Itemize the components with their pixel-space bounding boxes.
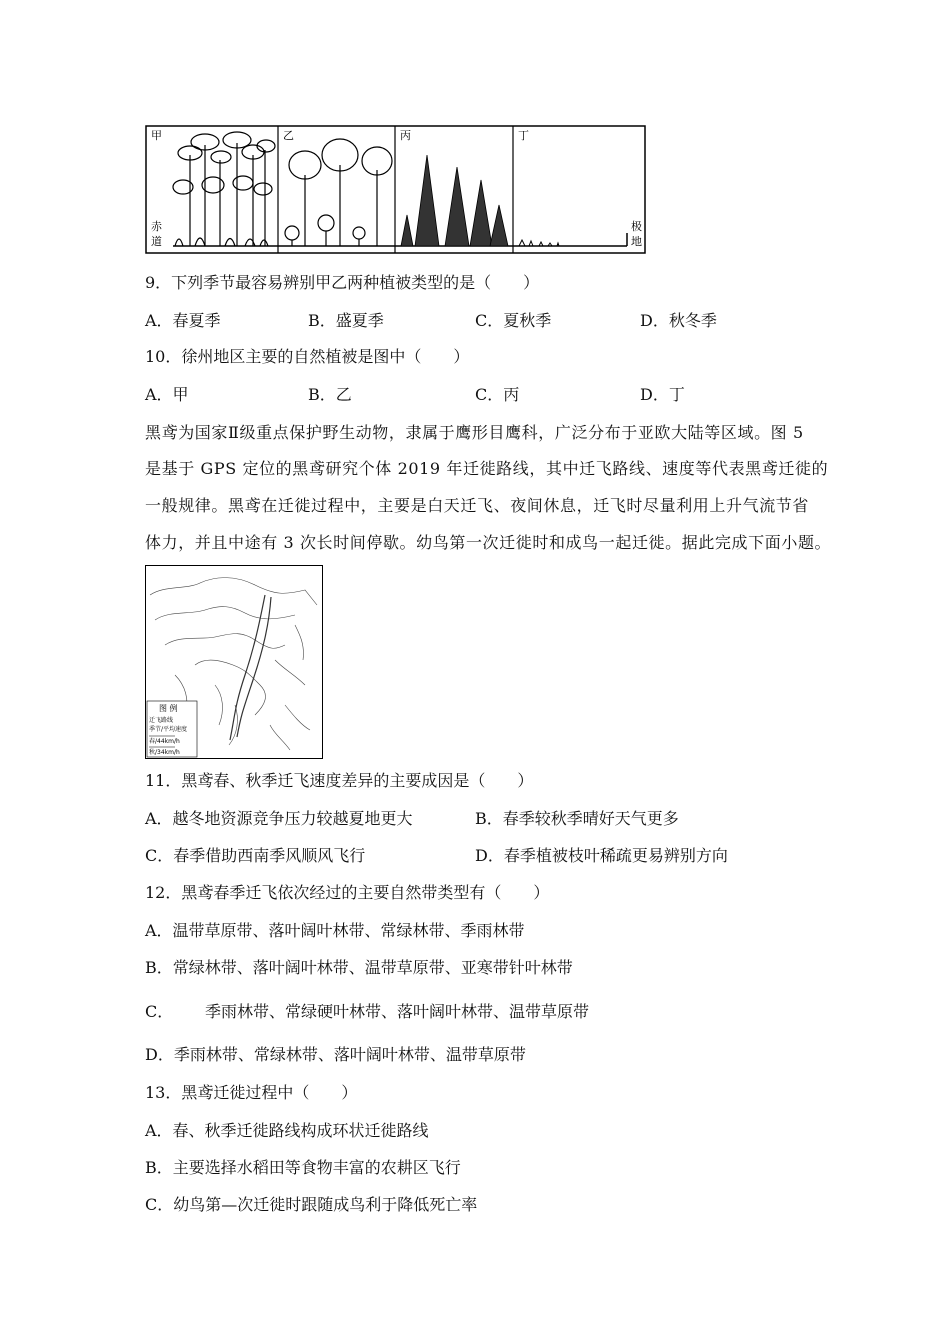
legend-autumn: 秋/34km/h [149, 749, 180, 756]
q10-stem: 10．徐州地区主要的自然植被是图中（ ） [145, 347, 470, 366]
q11-stem: 11．黑鸢春、秋季迁飞速度差异的主要成因是（ ） [145, 771, 534, 790]
legend-header: 季节/平均速度 [149, 726, 188, 733]
q9-option-b[interactable]: B．盛夏季 [308, 311, 384, 330]
q11-option-c[interactable]: C．春季借助西南季风顺风飞行 [145, 846, 366, 865]
vegetation-figure [145, 125, 647, 255]
panel-label-ding: 丁 [518, 129, 529, 142]
q10-option-a[interactable]: A．甲 [145, 385, 189, 404]
q13-option-b[interactable]: B．主要选择水稻田等食物丰富的农耕区飞行 [145, 1158, 461, 1177]
q12-option-c-text[interactable]: 季雨林带、常绿硬叶林带、落叶阔叶林带、温带草原带 [205, 1002, 590, 1021]
q11-option-b[interactable]: B．春季较秋季晴好天气更多 [475, 809, 679, 828]
passage-line-4: 体力，并且中途有 3 次长时间停歇。幼鸟第一次迁徙时和成鸟一起迁徙。据此完成下面小题。 [145, 533, 832, 552]
q12-option-b[interactable]: B．常绿林带、落叶阔叶林带、温带草原带、亚寒带针叶林带 [145, 958, 573, 977]
migration-route-map [145, 565, 323, 759]
panel-label-yi: 乙 [283, 129, 294, 142]
q12-option-a[interactable]: A．温带草原带、落叶阔叶林带、常绿林带、季雨林带 [145, 921, 525, 940]
equator-label-2: 道 [151, 235, 162, 248]
q12-option-d[interactable]: D．季雨林带、常绿林带、落叶阔叶林带、温带草原带 [145, 1045, 526, 1064]
passage-line-1: 黑鸢为国家Ⅱ级重点保护野生动物，隶属于鹰形目鹰科，广泛分布于亚欧大陆等区域。图 5 [145, 423, 804, 442]
q13-stem: 13．黑鸢迁徙过程中（ ） [145, 1083, 358, 1102]
panel-label-jia: 甲 [151, 129, 162, 142]
legend-title: 图 例 [159, 704, 178, 713]
pole-label-2: 地 [631, 235, 642, 248]
panel-label-bing: 丙 [400, 129, 411, 142]
q13-option-a[interactable]: A．春、秋季迁徙路线构成环状迁徙路线 [145, 1121, 429, 1140]
q10-option-d[interactable]: D．丁 [640, 385, 685, 404]
q9-option-a[interactable]: A．春夏季 [145, 311, 221, 330]
passage-line-2: 是基于 GPS 定位的黑鸢研究个体 2019 年迁徙路线，其中迁飞路线、速度等代表黑鸢迁徙的 [145, 459, 829, 478]
q10-option-c[interactable]: C．丙 [475, 385, 520, 404]
q9-stem: 9．下列季节最容易辨别甲乙两种植被类型的是（ ） [145, 273, 540, 292]
pole-label-1: 极 [631, 220, 642, 233]
equator-label-1: 赤 [151, 220, 162, 233]
q9-option-d[interactable]: D．秋冬季 [640, 311, 717, 330]
q13-option-c[interactable]: C．幼鸟第—次迁徙时跟随成鸟利于降低死亡率 [145, 1195, 478, 1214]
legend-route-label: 迁飞路线 [149, 717, 174, 724]
q11-option-a[interactable]: A．越冬地资源竞争压力较越夏地更大 [145, 809, 413, 828]
passage-line-3: 一般规律。黑鸢在迁徙过程中，主要是白天迁飞、夜间休息，迁飞时尽量利用上升气流节省 [145, 496, 810, 515]
q12-stem: 12．黑鸢春季迁飞依次经过的主要自然带类型有（ ） [145, 883, 550, 902]
q10-option-b[interactable]: B．乙 [308, 385, 352, 404]
legend-spring: 春/44km/h [149, 738, 180, 745]
q12-option-c-label[interactable]: C． [145, 1002, 174, 1021]
q9-option-c[interactable]: C．夏秋季 [475, 311, 552, 330]
q11-option-d[interactable]: D．春季植被枝叶稀疏更易辨别方向 [475, 846, 728, 865]
